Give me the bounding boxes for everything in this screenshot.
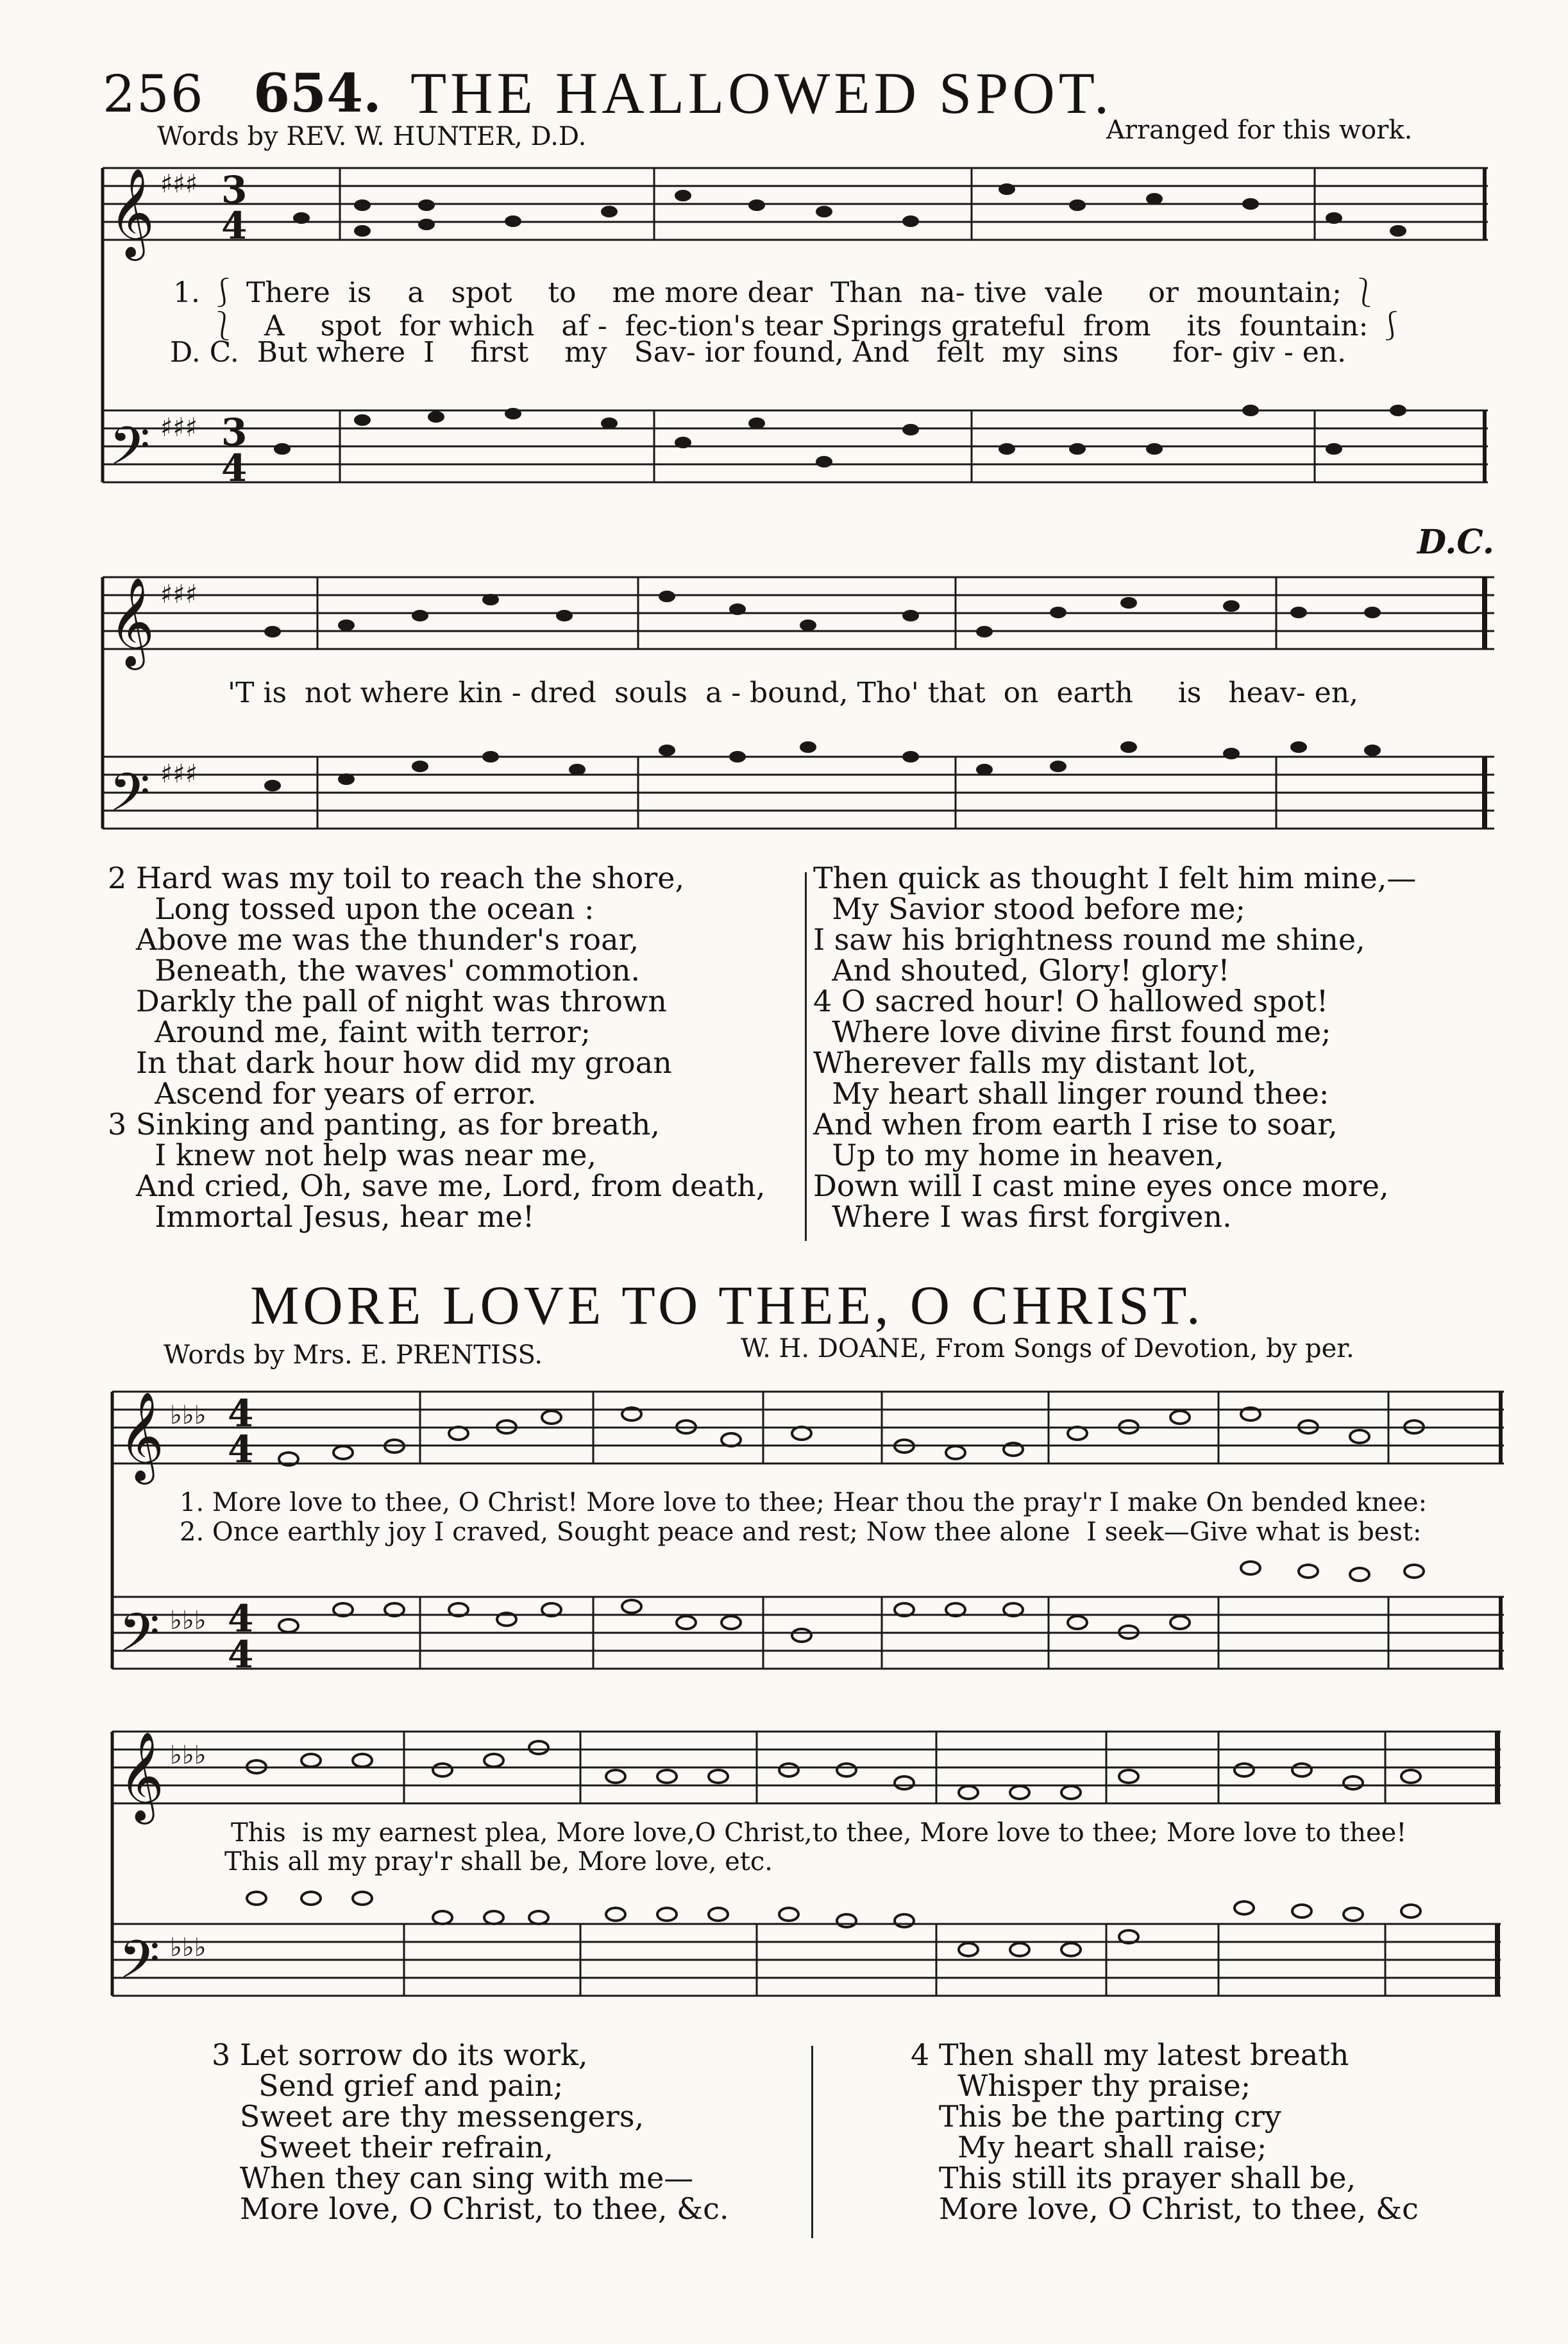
verse-line: My heart shall linger round thee: bbox=[813, 1076, 1329, 1111]
svg-text:𝄢: 𝄢 bbox=[119, 1601, 160, 1676]
svg-text:𝄢: 𝄢 bbox=[119, 1928, 160, 2003]
verse-line: My heart shall raise; bbox=[911, 2130, 1267, 2164]
svg-text:4: 4 bbox=[221, 204, 248, 248]
hymn2-lyric-line-3: This is my earnest plea, More love,O Christ,to thee, More love to thee; More love to thee! bbox=[231, 1818, 1407, 1848]
hymn-title: THE HALLOWED SPOT. bbox=[410, 60, 1113, 126]
words-credit: Words by REV. W. HUNTER, D.D. bbox=[157, 122, 587, 151]
bass-staff-3 bbox=[112, 1597, 1504, 1669]
svg-text:𝄞: 𝄞 bbox=[119, 1732, 164, 1821]
svg-text:♭♭♭: ♭♭♭ bbox=[170, 1932, 207, 1962]
verse-line: In that dark hour how did my groan bbox=[108, 1045, 672, 1080]
verse-line: When they can sing with me— bbox=[212, 2161, 694, 2195]
svg-text:♯♯♯: ♯♯♯ bbox=[160, 412, 198, 443]
svg-text:4: 4 bbox=[228, 1633, 254, 1676]
verse-line: Immortal Jesus, hear me! bbox=[108, 1199, 535, 1234]
verse-line: I saw his brightness round me shine, bbox=[813, 922, 1365, 957]
hymn2-lyric-line-2: 2. Once earthly joy I craved, Sought peace and rest; Now thee alone I seek—Give what is best: bbox=[180, 1517, 1422, 1547]
svg-text:4: 4 bbox=[228, 1428, 254, 1471]
hymn-number: 654. bbox=[253, 63, 382, 124]
lyric-line-4: 'T is not where kin - dred souls a - bound, Tho' that on earth is heav- en, bbox=[228, 677, 1359, 709]
verse-line: Beneath, the waves' commotion. bbox=[108, 953, 641, 988]
verse-line: Sweet are thy messengers, bbox=[212, 2099, 645, 2134]
verse-line: Ascend for years of error. bbox=[108, 1076, 537, 1111]
verse-line: This still its prayer shall be, bbox=[911, 2161, 1356, 2195]
verse-line: This be the parting cry bbox=[911, 2099, 1281, 2134]
verse-line: 2 Hard was my toil to reach the shore, bbox=[108, 861, 685, 895]
hymn2-title: MORE LOVE TO THEE, O CHRIST. bbox=[250, 1274, 1204, 1336]
verse-line: 3 Let sorrow do its work, bbox=[212, 2037, 588, 2072]
svg-text:♯♯♯: ♯♯♯ bbox=[160, 579, 198, 609]
svg-text:4: 4 bbox=[221, 446, 248, 490]
svg-text:3: 3 bbox=[221, 168, 248, 212]
verse-line: Darkly the pall of night was thrown bbox=[108, 984, 667, 1018]
bass-staff-4 bbox=[112, 1924, 1501, 1996]
verse-line: More love, O Christ, to thee, &c bbox=[911, 2191, 1419, 2226]
verse-line: And cried, Oh, save me, Lord, from death, bbox=[108, 1168, 766, 1203]
verse-line: More love, O Christ, to thee, &c. bbox=[212, 2191, 729, 2226]
verse-line: Above me was the thunder's roar, bbox=[108, 922, 639, 957]
svg-text:𝄞: 𝄞 bbox=[109, 577, 155, 666]
verse-line: 4 O sacred hour! O hallowed spot! bbox=[813, 984, 1329, 1018]
hymn2-lyric-line-4: This all my pray'r shall be, More love, etc. bbox=[224, 1847, 773, 1876]
svg-text:♯♯♯: ♯♯♯ bbox=[160, 759, 198, 789]
svg-text:𝄞: 𝄞 bbox=[119, 1392, 164, 1481]
verse-line: Whisper thy praise; bbox=[911, 2068, 1251, 2103]
verse-line: Long tossed upon the ocean : bbox=[108, 891, 594, 926]
svg-text:♭♭♭: ♭♭♭ bbox=[170, 1400, 207, 1430]
svg-text:♭♭♭: ♭♭♭ bbox=[170, 1605, 207, 1635]
hymn2-verses-right bbox=[911, 2039, 1419, 2224]
verse-line: Down will I cast mine eyes once more, bbox=[813, 1168, 1389, 1203]
verse-line: Send grief and pain; bbox=[212, 2068, 564, 2103]
verse-line: And when from earth I rise to soar, bbox=[813, 1107, 1338, 1142]
svg-text:♭♭♭: ♭♭♭ bbox=[170, 1740, 207, 1770]
svg-text:♯♯♯: ♯♯♯ bbox=[160, 169, 198, 199]
verse-line: My Savior stood before me; bbox=[813, 891, 1246, 926]
arranger-credit: Arranged for this work. bbox=[1106, 115, 1413, 145]
lyric-line-2: ⎱ A spot for which af - fec-tion's tear Springs grateful from its fountain: ⎰ bbox=[173, 310, 1406, 342]
svg-text:𝄞: 𝄞 bbox=[109, 168, 155, 257]
lyric-line-1: 1. ⎰ There is a spot to me more dear Than na- tive vale or mountain; ⎱ bbox=[173, 276, 1379, 309]
verse-line: Up to my home in heaven, bbox=[813, 1138, 1224, 1172]
verse-line: Where I was first forgiven. bbox=[813, 1199, 1232, 1234]
verse-line: I knew not help was near me, bbox=[108, 1138, 597, 1172]
lyric-line-3: D. C. But where I first my Sav- ior found, And felt my sins for- giv - en. bbox=[170, 336, 1347, 369]
verse-line: Around me, faint with terror; bbox=[108, 1015, 591, 1049]
svg-text:4: 4 bbox=[228, 1392, 254, 1435]
svg-text:3: 3 bbox=[221, 410, 248, 454]
verse-line: And shouted, Glory! glory! bbox=[813, 953, 1230, 988]
svg-text:𝄢: 𝄢 bbox=[109, 415, 151, 490]
svg-text:4: 4 bbox=[228, 1597, 254, 1640]
hymn2-lyric-line-1: 1. More love to thee, O Christ! More love to thee; Hear thou the pray'r I make On bended knee: bbox=[180, 1488, 1428, 1517]
hymn2-music-credit: W. H. DOANE, From Songs of Devotion, by per. bbox=[741, 1334, 1354, 1363]
svg-text:𝄢: 𝄢 bbox=[109, 761, 151, 836]
dc-mark: D.C. bbox=[1417, 523, 1494, 562]
hymn2-verses-left bbox=[212, 2039, 729, 2224]
verse-line: Wherever falls my distant lot, bbox=[813, 1045, 1257, 1080]
verse-line: Sweet their refrain, bbox=[212, 2130, 553, 2164]
column-divider-2 bbox=[811, 2046, 813, 2238]
verse-line: Where love divine first found me; bbox=[813, 1015, 1331, 1049]
hymn2-words-credit: Words by Mrs. E. PRENTISS. bbox=[164, 1340, 543, 1370]
verse-line: 4 Then shall my latest breath bbox=[911, 2037, 1349, 2072]
page-number: 256 bbox=[103, 64, 205, 124]
verse-line: 3 Sinking and panting, as for breath, bbox=[108, 1107, 660, 1142]
verse-line: Then quick as thought I felt him mine,— bbox=[813, 861, 1417, 895]
